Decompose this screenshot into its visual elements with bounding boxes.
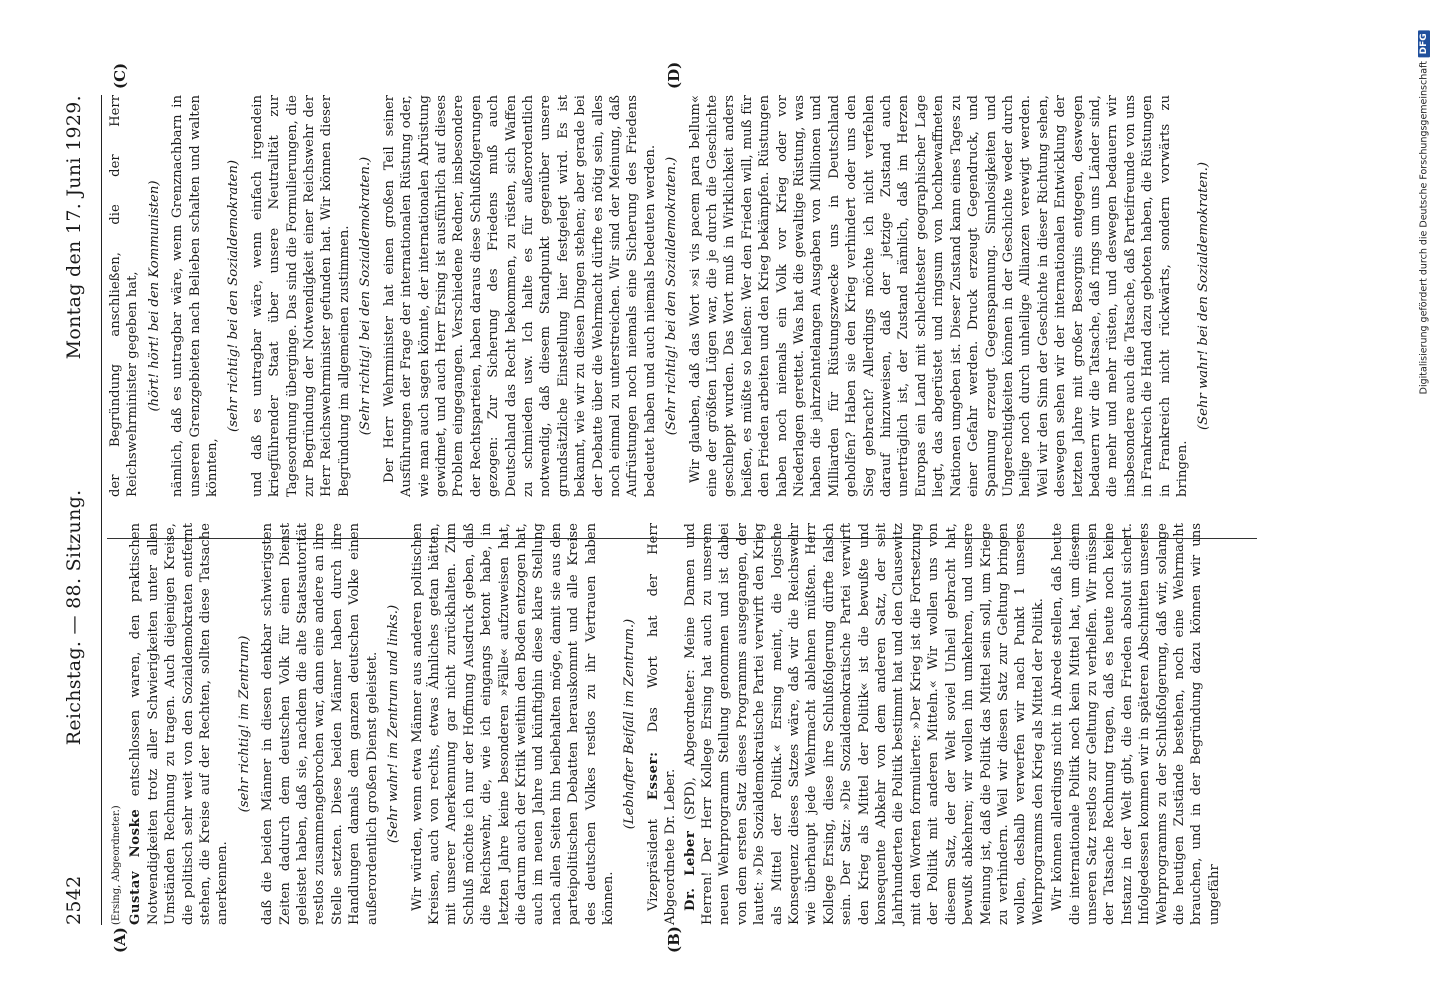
interjection: (Sehr wahr! im Zentrum und links.) (386, 604, 402, 844)
header-rule (101, 95, 102, 925)
name-esser: Esser: (645, 751, 661, 801)
paragraph: und daß es untragbar wäre, wenn einfach irgendein kriegführender Staat über unsere Neutralität zur Tagesordnung überginge. Das sind die Formulierungen, die zur Begründung der Notwendigkeit einer Reichswehr der Herr Reichswehrminister gefunden hat. Wir können dieser Begründung im allgemeinen zustimmen. (249, 95, 352, 497)
credit-text: Digitalisierung gefördert durch die Deutsche Forschungsgemeinschaft (1418, 61, 1430, 395)
interjection: (Sehr richtig! bei den Sozialdemokraten.) (358, 156, 374, 436)
margin-marker-d: (D) (665, 61, 683, 89)
interjection: (sehr richtig! bei den Sozialdemokraten) (226, 160, 242, 432)
name-leber: Dr. Leber (682, 830, 698, 911)
scanned-page (55, 55, 1345, 955)
paragraph: Der Herr Wehrminister hat einen großen Teil seiner Ausführungen der Frage der internationalen Rüstung oder, wie man auch sagen könnte, der internationalen Abrüstung gewidmet, und auch Herr Ersing ist ausführlich auf dieses Problem eingegangen. Verschiedene Redner, insbesondere der Rechtsparteien, haben daraus diese Schlußfolgerungen gezogen: Zur Sicherung des Friedens muß auch Deutschland das Recht bekommen, zu rüsten, sich Waffen zu schmieden usw. Ich halte es für außerordentlich notwendig, daß diesem Standpunkt gegenüber unsere grundsätzliche Einstellung hier festgelegt wird. Es ist bekannt, wie wir zu diesen Dingen stehen; aber gerade bei der Debatte über die Wehrmacht dürfte es nötig sein, alles noch einmal zu unterstreichen. Wir sind der Meinung, daß Aufrüstungen noch niemals eine Sicherung des Friedens bedeutet haben und auch niemals bedeuten werden. (381, 95, 658, 497)
speaker-continuation: (Ersing, Abgeordneter.) (111, 805, 122, 925)
dfg-logo: DFG (1418, 30, 1430, 57)
session-title: Reichstag. — 88. Sitzung. (63, 489, 85, 746)
paragraph: Wir würden, wenn etwa Männer aus anderen politischen Kreisen, auch von rechts, etwas Ähnliches getan hätten, mit unserer Anerkennung gar nicht zurückhalten. Zum Schluß möchte ich nur der Hoffnung Ausdruck geben, daß die Reichswehr, die, wie ich eingangs betont habe, in letzten Jahre keine besonderen »Fälle« aufzuweisen hat, die darum auch der Kritik weithin den Boden entzogen hat, auch im neuen Jahre und künftighin diese klare Stellung nach allen Seiten hin beibehalten möge, damit sie aus den parteipolitischen Debatten herauskommt und alle Kreise des deutschen Volkes restlos zu ihr Vertrauen haben können. (409, 523, 616, 925)
paragraph: (SPD), Abgeordneter: Meine Damen und Herren! Der Herr Kollege Ersing hat auch zu unserem neuen Wehrprogramm Stellung genommen und ist dabei von dem ersten Satz dieses Programms ausgegangen, der lautet: »Die Sozialdemokratische Partei verwirft den Krieg als Mittel der Politik.« Ersing meint, die logische Konsequenz dieses Satzes wäre, daß wir die Reichswehr wie überhaupt jede Wehrmacht ablehnen müßten. Herr Kollege Ersing, diese ihre Schlußfolgerung dürfte falsch sein. Der Satz: »Die Sozialdemokratische Partei verwirft den Krieg als Mittel der Politik« ist die bewußte und konsequente Abkehr von dem anderen Satz, der seit Jahrhunderten die Politik bestimmt hat und den Clausewitz mit den Worten formulierte: »Der Krieg ist die Fortsetzung der Politik mit anderen Mitteln.« Wir wollen uns von diesem Satz, der der Welt soviel Unheil gebracht hat, bewußt abkehren; wir wollen ihn umkehren, und unsere Meinung ist, daß die Politik das Mittel sein soll, um Kriege zu verhindern. Weil wir diesen Satz zur Geltung bringen wollen, deshalb verwerfen wir nach Punkt 1 unseres Wehrprogramms den Krieg als Mittel der Politik. (682, 523, 1046, 925)
paragraph: der Begründung anschließen, die der Herr Reichswehrminister gegeben hat, (108, 95, 141, 497)
margin-marker-b: (B) (665, 926, 683, 953)
interjection: (sehr richtig! im Zentrum) (236, 635, 252, 813)
speaker-title: Vizepräsident (645, 819, 661, 911)
paragraph: Das Wort hat der Herr Abgeordnete Dr. Leber. (645, 523, 679, 925)
right-column (107, 95, 1287, 497)
paragraph: nämlich, daß es untragbar wäre, wenn Grenznachbarn in unseren Grenzgebieten nach Belieben schalten und walten könnten, (170, 95, 221, 497)
margin-marker-c: (C) (111, 62, 129, 89)
margin-marker-a: (A) (111, 927, 129, 953)
interjection: (hört! hört! bei den Kommunisten) (146, 180, 162, 412)
digitization-credit (1418, 30, 1430, 394)
left-column (107, 523, 1287, 925)
paragraph: Wir können allerdings nicht in Abrede stellen, daß heute die internationale Politik noch kein Mittel hat, um diesem unseren Satz restlos zur Geltung zu verhelfen. Wir müssen der Tatsache Rechnung tragen, daß es heute noch keine Instanz in der Welt gibt, die den Frieden absolut sichert. Infolgedessen kommen wir in späteren Abschnitten unseres Wehrprogramms zu der Schlußfolgerung, daß wir, solange die heutigen Zustände bestehen, noch eine Wehrmacht brauchen, und in der Begründung dazu können wir uns ungefähr (1050, 523, 1222, 925)
interjection: (Lebhafter Beifall im Zentrum.) (622, 618, 638, 830)
session-date: Montag den 17. Juni 1929. (63, 95, 85, 360)
page-header (55, 95, 89, 925)
page-number: 2542 (63, 875, 85, 925)
paragraph: Wir glauben, daß das Wort »si vis pacem para bellum« eine der größten Lügen war, die je durch die Geschichte geschleppt wurden. Das Wort muß in Wirklichkeit anders heißen, es müßte so heißen: Wer den Frieden will, muß für den Frieden arbeiten und den Krieg bekämpfen. Rüstungen haben noch niemals ein Volk vor Krieg oder vor Niederlagen gerettet. Was hat die gewaltige Rüstung, was haben die jahrzehntelangen Ausgaben von Millionen und Milliarden für Rüstungszwecke uns in Deutschland geholfen? Haben sie den Krieg verhindert oder uns den Sieg gebracht? Allerdings möchte ich nicht verfehlen darauf hinzuweisen, daß der jetzige Zustand auch unerträglich ist, der Zustand nämlich, daß im Herzen Europas ein Land mit schlechtester geographischer Lage liegt, das abgerüstet und ringsum von hochbewaffneten Nationen umgeben ist. Dieser Zustand kann eines Tages zu einer Gefahr werden. Druck erzeugt Gegendruck, und Spannung erzeugt Gegenspannung. Sinnlosigkeiten und Ungerechtigkeiten können in der Geschichte weder durch heilige noch durch unheilige Allianzen verewigt werden. Weil wir den Sinn der Geschichte in dieser Richtung sehen, deswegen sehen wir der internationalen Entwicklung der letzten Jahre mit großer Besorgnis entgegen, deswegen bedauern wir die Tatsache, daß rings um uns Länder sind, die mehr und mehr rüsten, und deswegen bedauern wir insbesondere auch die Tatsache, daß Parteifreunde von uns in Frankreich die Hand dazu geboten haben, die Rüstungen in Frankreich nicht rückwärts, sondern vorwärts zu bringen. (687, 95, 1190, 497)
paragraph: daß die beiden Männer in diesen denkbar schwierigsten Zeiten dadurch dem deutschen Volk für einen Dienst geleistet haben, daß sie, nachdem die alte Staatsautorität restlos zusammengebrochen war, dann eine andere an ihre Stelle setzten. Diese beiden Männer haben durch ihre Handlungen damals dem ganzen deutschen Volke einen außerordentlich großen Dienst geleistet. (260, 523, 380, 925)
interjection: (Sehr wahr! bei den Sozialdemokraten.) (1196, 162, 1212, 430)
interjection: (Sehr richtig! bei den Sozialdemokraten.) (664, 156, 680, 436)
paragraph: entschlossen waren, den praktischen Notwendigkeiten trotz aller Schwierigkeiten unter allen Umständen Rechnung zu tragen. Auch diejenigen Kreise, die politisch sehr weit von den Sozialdemokraten entfernt stehen, die Kreise auf der Rechten, sollten diese Tatsache anerkennen. (128, 523, 231, 925)
name-noske: Gustav Noske (128, 808, 144, 925)
text-columns (107, 95, 1287, 925)
rotated-page-content (55, 55, 1345, 955)
